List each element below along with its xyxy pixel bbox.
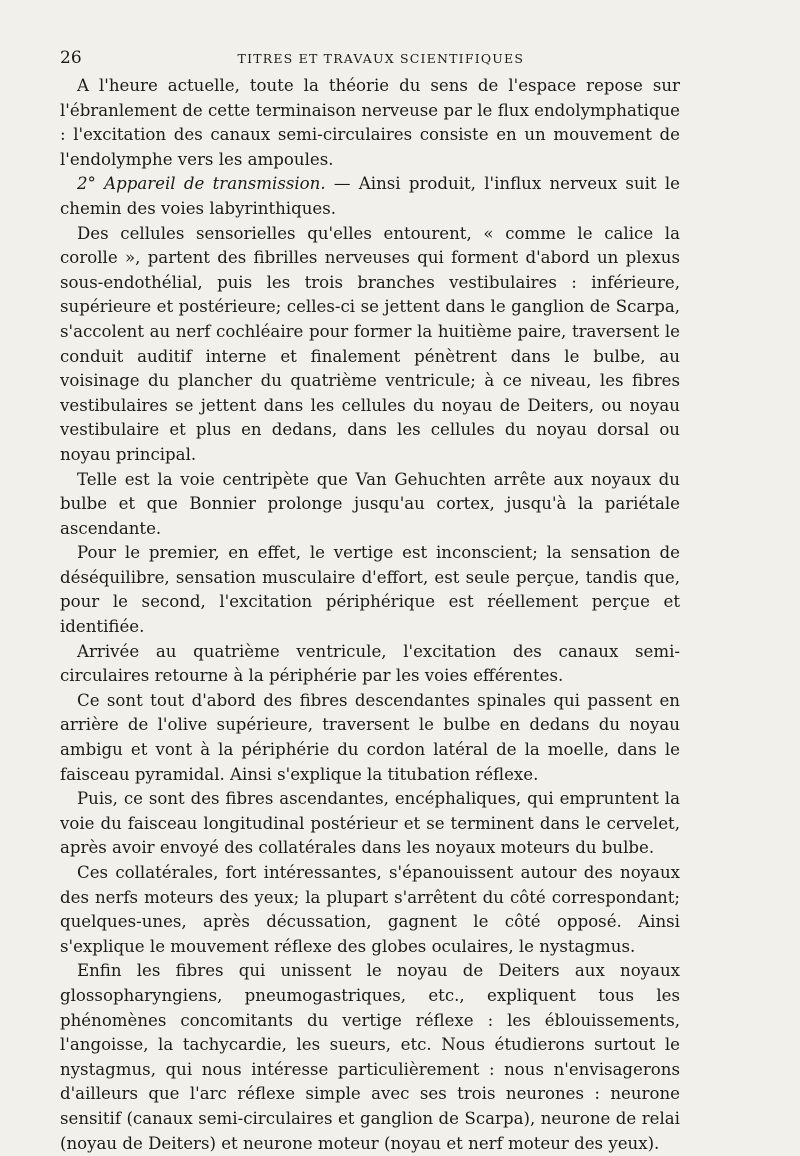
paragraph: Telle est la voie centripète que Van Gehuchten arrête aux noyaux du bulbe et que Bonnier prolonge jusqu'au cortex, jusqu'à la pariétale ascendante.	[60, 469, 680, 538]
page-number: 26	[60, 48, 82, 68]
paragraph-text: — Ainsi produit, l'influx nerveux suit le chemin des voies labyrinthiques.	[60, 174, 681, 218]
section-heading: 2° Appareil de transmission.	[77, 174, 326, 194]
paragraph: A l'heure actuelle, toute la théorie du sens de l'espace repose sur l'ébranlement de cette terminaison nerveuse par le flux endolymphatique : l'excitation des canaux semi-circulaires consiste en un mouvement de l'endolymphe vers les ampoules.	[60, 76, 680, 169]
body-text	[60, 74, 680, 1156]
paragraph: Puis, ce sont des fibres ascendantes, encéphaliques, qui empruntent la voie du faisceau longitudinal postérieur et se terminent dans le cervelet, après avoir envoyé des collatérales dans les noyaux moteurs du bulbe.	[60, 789, 680, 858]
paragraph: Ce sont tout d'abord des fibres descendantes spinales qui passent en arrière de l'olive supérieure, traversent le bulbe en dedans du noyau ambigu et vont à la périphérie du cordon latéral de la moelle, dans le faisceau pyramidal. Ainsi s'explique la titubation réflexe.	[60, 690, 680, 784]
running-title: TITRES ET TRAVAUX SCIENTIFIQUES	[237, 51, 525, 66]
paragraph: Pour le premier, en effet, le vertige est inconscient; la sensation de déséquilibre, sensation musculaire d'effort, est seule perçue, tandis que, pour le second, l'excitation périphérique est réellement perçue et identifiée.	[60, 543, 680, 637]
paragraph: Ces collatérales, fort intéressantes, s'épanouissent autour des noyaux des nerfs moteurs des yeux; la plupart s'arrêtent du côté correspondant; quelques-unes, après décussation, gagnent le côté opposé. Ainsi s'explique le mouvement réflexe des globes oculaires, le nystagmus.	[60, 863, 680, 956]
paragraph: Des cellules sensorielles qu'elles entourent, « comme le calice la corolle », partent des fibrilles nerveuses qui forment d'abord un plexus sous-endothélial, puis les trois branches vestibulaires : inférieure, supérieure et postérieure; celles-ci se jettent dans le ganglion de Scarpa, s'accolent au nerf cochléaire pour former la huitième paire, traversent le conduit auditif interne et finalement pénètrent dans le bulbe, au voisinage du plancher du quatrième ventricule; à ce niveau, les fibres vestibulaires se jettent dans les cellules du noyau de Deiters, ou noyau vestibulaire et plus en dedans, dans les cellules du noyau dorsal ou noyau principal.	[60, 223, 680, 464]
paragraph: Enfin les fibres qui unissent le noyau de Deiters aux noyaux glossopharyngiens, pneumogastriques, etc., expliquent tous les phénomènes concomitants du vertige réflexe : les éblouissements, l'angoisse, la tachycardie, les sueurs, etc. Nous étudierons surtout le nystagmus, qui nous intéresse particulièrement : nous n'envisagerons d'ailleurs que l'arc réflexe simple avec ses trois neurones : neurone sensitif (canaux semi-circulaires et ganglion de Scarpa), neurone de relai (noyau de Deiters) et neurone moteur (noyau et nerf moteur des yeux).	[60, 961, 680, 1153]
paragraph: Arrivée au quatrième ventricule, l'excitation des canaux semi-circulaires retourne à la périphérie par les voies efférentes.	[60, 641, 680, 686]
paragraph	[60, 172, 680, 221]
page-header	[60, 48, 680, 68]
